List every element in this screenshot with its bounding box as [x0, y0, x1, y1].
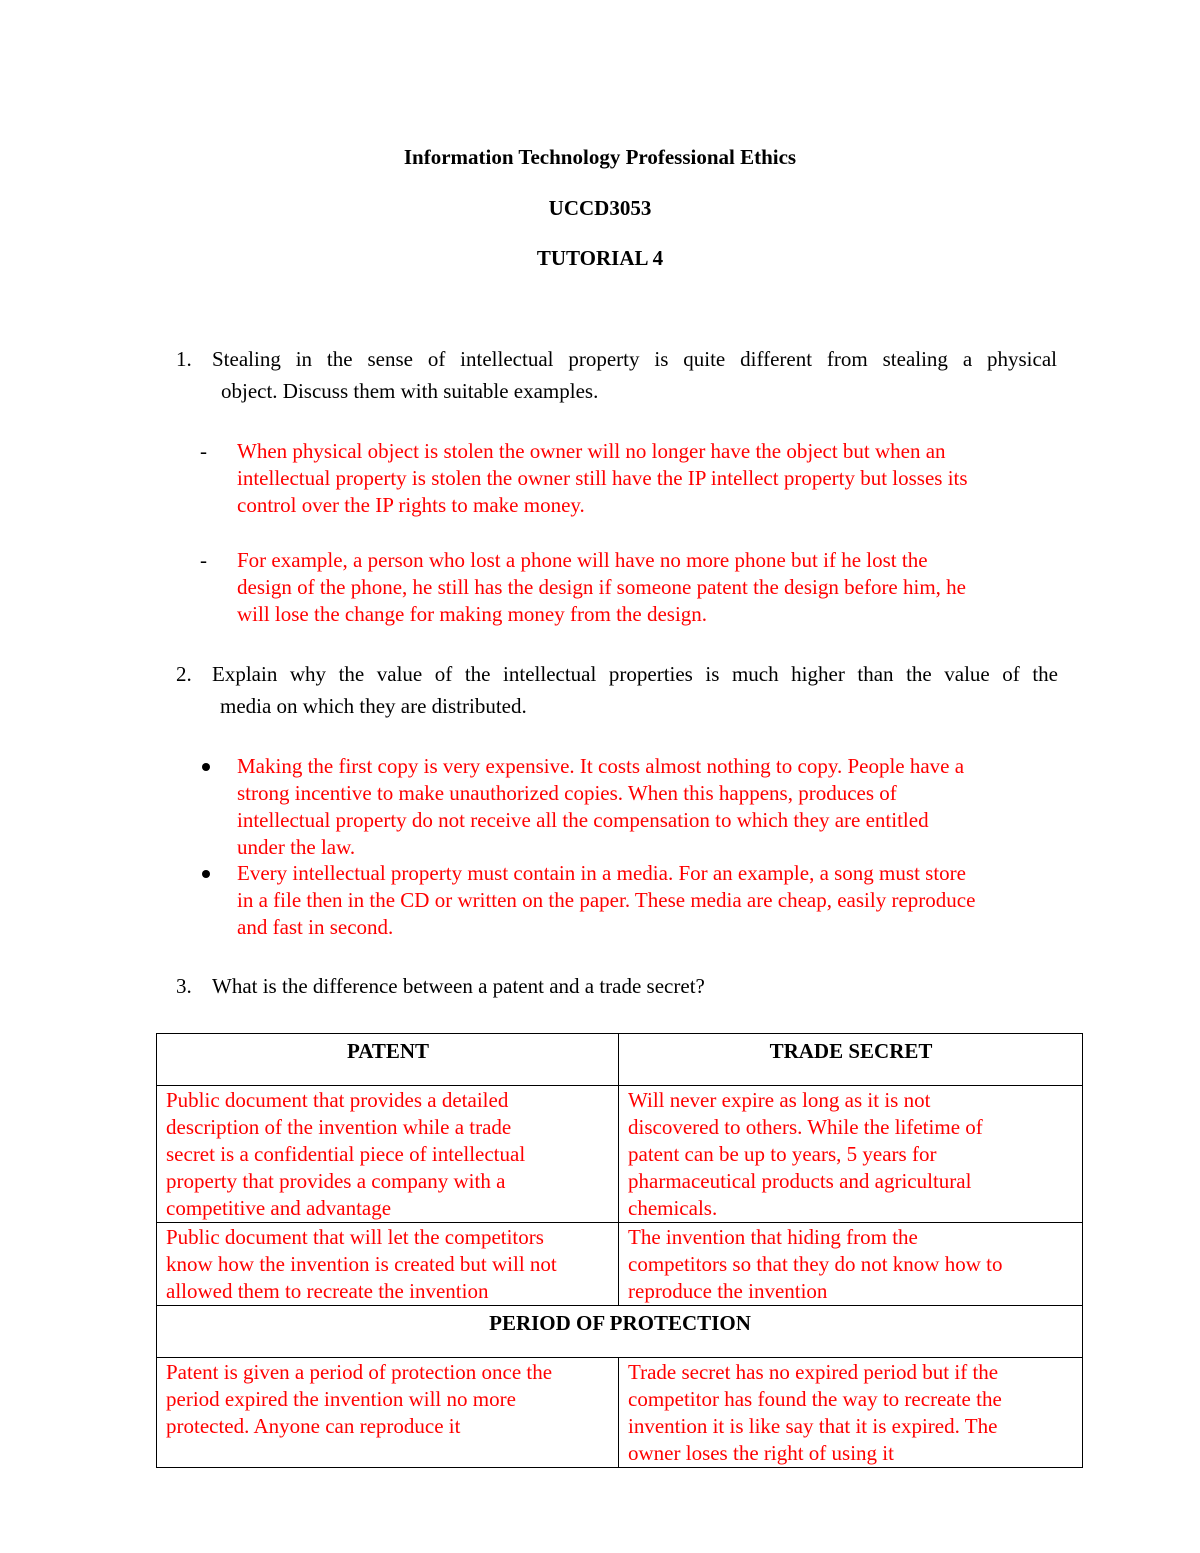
cell-line: protected. Anyone can reproduce it [166, 1414, 461, 1438]
table-cell-patent [157, 1223, 619, 1306]
cell-line: invention it is like say that it is expired. The [628, 1414, 998, 1438]
answer-line: For example, a person who lost a phone will have no more phone but if he lost the [237, 548, 928, 572]
table-cell-patent [157, 1086, 619, 1223]
cell-line: Patent is given a period of protection once the [166, 1360, 553, 1384]
table-header-row [157, 1034, 1083, 1086]
answer-line: will lose the change for making money from the design. [237, 602, 708, 626]
cell-line: Public document that will let the competitors [166, 1225, 544, 1249]
question-number: 1. [176, 347, 192, 371]
cell-line: property that provides a company with a [166, 1169, 506, 1193]
answer-line: under the law. [237, 835, 356, 859]
course-code: UCCD3053 [548, 196, 652, 220]
question-text-line-1: Stealing in the sense of intellectual property is quite different from stealing a physical [212, 347, 1057, 371]
cell-line: secret is a confidential piece of intellectual [166, 1142, 526, 1166]
question-text: What is the difference between a patent and a trade secret? [212, 974, 705, 998]
table-cell-trade-secret [619, 1223, 1083, 1306]
answer-line: and fast in second. [237, 915, 394, 939]
dash-marker: - [200, 439, 207, 463]
cell-line: description of the invention while a trade [166, 1115, 512, 1139]
document-title: Information Technology Professional Ethics [403, 145, 797, 169]
question-text-line-2: object. Discuss them with suitable examples. [221, 379, 599, 403]
cell-line: competitive and advantage [166, 1196, 392, 1220]
answer-line: Making the first copy is very expensive. It costs almost nothing to copy. People have a [237, 754, 965, 778]
cell-line: period expired the invention will no more [166, 1387, 516, 1411]
answer-line: intellectual property do not receive all the compensation to which they are entitled [237, 808, 929, 832]
cell-line: reproduce the invention [628, 1279, 828, 1303]
cell-line: pharmaceutical products and agricultural [628, 1169, 972, 1193]
answer-line: strong incentive to make unauthorized copies. When this happens, produces of [237, 781, 897, 805]
cell-line: Trade secret has no expired period but if the [628, 1360, 999, 1384]
question-number: 3. [176, 974, 192, 998]
question-3 [176, 970, 1036, 1002]
cell-line: competitor has found the way to recreate the [628, 1387, 1002, 1411]
column-header-patent: PATENT [157, 1034, 619, 1086]
cell-line: Will never expire as long as it is not [628, 1088, 931, 1112]
cell-line: allowed them to recreate the invention [166, 1279, 489, 1303]
answer-line: control over the IP rights to make money. [237, 493, 585, 517]
question-text-line-2: media on which they are distributed. [220, 694, 527, 718]
table-cell-patent [157, 1358, 619, 1468]
cell-line: chemicals. [628, 1196, 718, 1220]
table-row [157, 1358, 1083, 1468]
answer-line: Every intellectual property must contain in a media. For an example, a song must store [237, 861, 966, 885]
dash-marker: - [200, 548, 207, 572]
answer-item [237, 753, 964, 861]
cell-line: know how the invention is created but will not [166, 1252, 557, 1276]
question-1 [176, 343, 1057, 407]
table-row [157, 1086, 1083, 1223]
answer-line: design of the phone, he still has the design if someone patent the design before him, he [237, 575, 966, 599]
table-cell-trade-secret [619, 1358, 1083, 1468]
cell-line: patent can be up to years, 5 years for [628, 1142, 937, 1166]
answer-item [237, 860, 975, 941]
table-cell-trade-secret [619, 1086, 1083, 1223]
table-section-row [157, 1306, 1083, 1358]
question-text-line-1: Explain why the value of the intellectual properties is much higher than the value of the [212, 662, 1058, 686]
bullet-icon [202, 763, 210, 771]
column-header-trade-secret: TRADE SECRET [619, 1034, 1083, 1086]
period-of-protection-header: PERIOD OF PROTECTION [157, 1306, 1083, 1358]
answer-item [200, 438, 968, 519]
answer-item [200, 547, 966, 628]
table-row [157, 1223, 1083, 1306]
bullet-icon [202, 870, 210, 878]
comparison-table [156, 1033, 1083, 1468]
cell-line: competitors so that they do not know how to [628, 1252, 1003, 1276]
answer-line: When physical object is stolen the owner will no longer have the object but when an [237, 439, 946, 463]
cell-line: owner loses the right of using it [628, 1441, 894, 1465]
answer-line: intellectual property is stolen the owner still have the IP intellect property but losses its [237, 466, 968, 490]
cell-line: The invention that hiding from the [628, 1225, 918, 1249]
cell-line: discovered to others. While the lifetime of [628, 1115, 983, 1139]
question-2 [176, 658, 1058, 722]
cell-line: Public document that provides a detailed [166, 1088, 509, 1112]
question-number: 2. [176, 662, 192, 686]
tutorial-number: TUTORIAL 4 [536, 246, 664, 270]
answer-line: in a file then in the CD or written on the paper. These media are cheap, easily reproduce [237, 888, 976, 912]
